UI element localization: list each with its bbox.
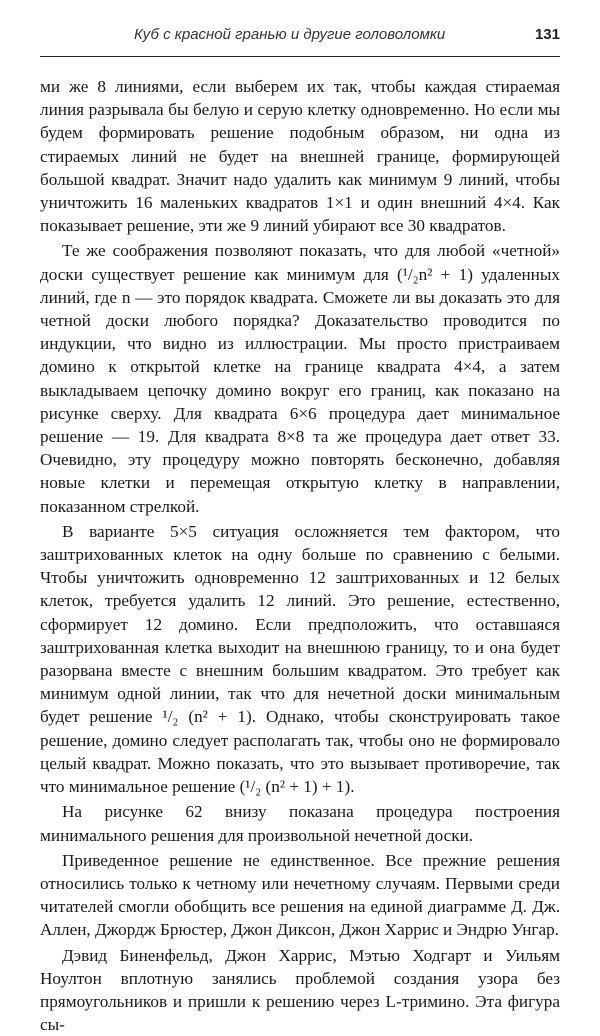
paragraph-continued: ми же 8 линиями, если выберем их так, чтобы каждая стираемая линия разрывала бы белую и серую клетку одновременно. Но если мы будем формировать решение подобным образом, ни одна из стираемых линий не будет на внешней границе, формирующей большой квадрат. Значит надо удалить как минимум 9 линий, чтобы уничтожить 16 маленьких квадратов 1×1 и один внешний 4×4. Как показывает решение, эти же 9 линий убирают все 30 квадратов. <box>40 77 560 236</box>
running-title: Куб с красной гранью и другие головоломки <box>134 26 446 43</box>
paragraph: На рисунке 62 внизу показана процедура построения минимального решения для произвольной нечетной доски. <box>40 802 560 845</box>
paragraph: В варианте 5×5 ситуация осложняется тем фактором, что заштрихованных клеток на одну больше по сравнению с белыми. Чтобы уничтожить одновременно 12 заштрихованных и 12 белых клеток, требуется удалить 12 линий. Это решение, естественно, сформирует 12 домино. Если предположить, что оставшаяся заштрихованная клетка выходит на внешнюю границу, то и она будет разорвана вместе с внешним большим квадратом. Это требует как минимум одной линии, так что для нечетной доски минимальным будет решение ¹/₂ (n² + 1). Однако, чтобы сконструировать такое решение, домино следует располагать так, чтобы оно не формировало целый квадрат. Можно показать, что это вызывает противоречие, так что минимальное решение (¹/₂ (n² + 1) + 1). <box>40 521 560 797</box>
page-number: 131 <box>534 26 560 43</box>
paragraph: Дэвид Биненфельд, Джон Харрис, Мэтью Ходгарт и Уильям Ноултон вплотную занялись проблемой создания узора без прямоугольников и пришли к решению через L-тримино. Эта фигура сы- <box>40 945 560 1035</box>
paragraph: Те же соображения позволяют показать, что для любой «четной» доски существует решение как минимум для (¹/₂n² + 1) удаленных линий, где n — это порядок квадрата. Сможете ли вы доказать это для четной доски любого порядка? Доказательство проводится по индукции, что видно из иллюстрации. Мы просто пристраиваем домино к открытой клетке на границе квадрата 4×4, а затем выкладываем цепочку домино вокруг его границ, как показано на рисунке сверху. Для квадрата 6×6 процедура дает минимальное решение — 19. Для квадрата 8×8 та же процедура дает ответ 33. Очевидно, эту процедуру можно повторять бесконечно, добавляя новые клетки и перемещая открытую клетку в направлении, показанном стрелкой. <box>40 241 560 516</box>
paragraph: Приведенное решение не единственное. Все прежние решения относились только к четному или нечетному случаям. Первыми среди читателей смогли обобщить все решения на единой диаграмме Д. Дж. Аллен, Джордж Брюстер, Джон Диксон, Джон Харрис и Эндрю Унгар. <box>40 850 560 940</box>
body-text <box>40 75 560 1036</box>
running-header <box>40 26 560 57</box>
